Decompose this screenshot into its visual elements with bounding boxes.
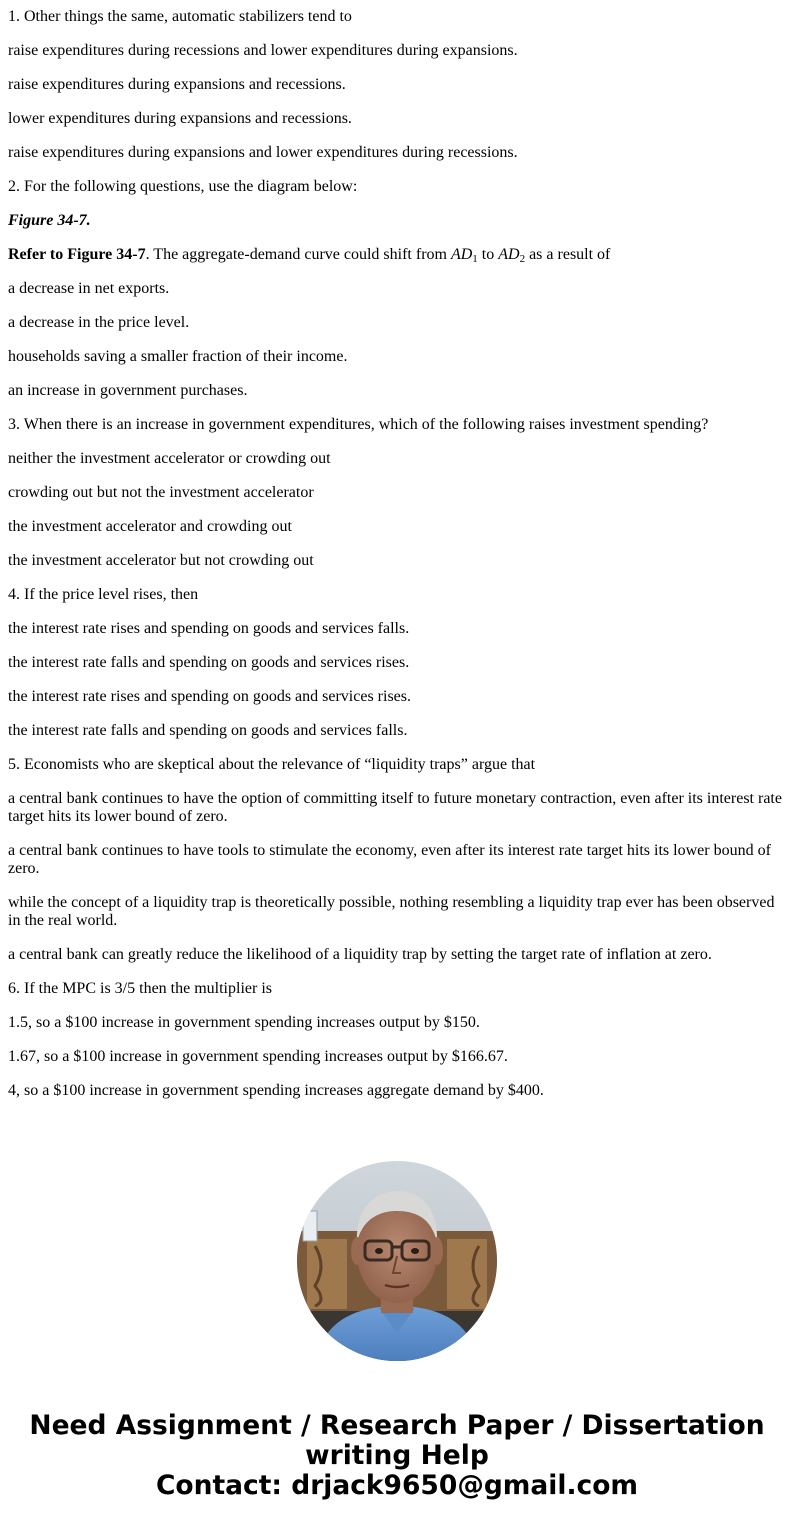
- refer-ad-2: AD: [498, 246, 520, 263]
- refer-ad-1: AD: [450, 246, 473, 263]
- help-line-2: writing Help: [305, 1440, 489, 1471]
- refer-to: to: [477, 246, 499, 263]
- avatar-photo: [297, 1161, 497, 1361]
- question-6-option-b: 1.67, so a $100 increase in government spending increases output by $166.67.: [8, 1048, 508, 1065]
- question-1-option-d: raise expenditures during expansions and lower expenditures during recessions.: [8, 144, 518, 161]
- refer-sub-1: 1: [472, 253, 478, 265]
- question-2-refer: [8, 246, 786, 264]
- refer-sub-2: 2: [519, 253, 526, 265]
- question-4-option-c: the interest rate rises and spending on goods and services rises.: [8, 688, 412, 705]
- question-6-option-c: 4, so a $100 increase in government spending increases aggregate demand by $400.: [8, 1082, 544, 1099]
- question-4-option-d: the interest rate falls and spending on goods and services falls.: [8, 722, 408, 739]
- question-2-option-a: a decrease in net exports.: [8, 280, 170, 297]
- question-5-option-d: a central bank can greatly reduce the likelihood of a liquidity trap by setting the target rate of inflation at zero.: [8, 946, 712, 963]
- question-6-option-a: 1.5, so a $100 increase in government spending increases output by $150.: [8, 1014, 480, 1031]
- help-contact-line: Contact: drjack9650@gmail.com: [155, 1470, 639, 1501]
- question-2-stem: 2. For the following questions, use the diagram below:: [8, 178, 358, 195]
- question-6-stem: 6. If the MPC is 3/5 then the multiplier is: [8, 980, 272, 997]
- refer-text-1: . The aggregate-demand curve could shift from: [145, 246, 451, 263]
- question-5-stem: 5. Economists who are skeptical about the relevance of “liquidity traps” argue that: [8, 756, 536, 773]
- question-3-option-a: neither the investment accelerator or crowding out: [8, 450, 331, 467]
- assignment-help-banner: [0, 1411, 794, 1501]
- question-4-option-a: the interest rate rises and spending on goods and services falls.: [8, 620, 410, 637]
- question-3-option-b: crowding out but not the investment accelerator: [8, 484, 314, 501]
- question-3-option-c: the investment accelerator and crowding out: [8, 518, 292, 535]
- refer-text-2: as a result of: [525, 246, 611, 263]
- avatar: [297, 1161, 497, 1361]
- question-2-option-b: a decrease in the price level.: [8, 314, 190, 331]
- question-3-stem: 3. When there is an increase in government expenditures, which of the following raises investment spending?: [8, 416, 709, 433]
- question-5-option-a: a central bank continues to have the option of committing itself to future monetary contraction, even after its interest rate target hits its lower bound of zero.: [8, 790, 782, 825]
- question-4-stem: 4. If the price level rises, then: [8, 586, 199, 603]
- question-1-option-c: lower expenditures during expansions and recessions.: [8, 110, 352, 127]
- question-5-option-b: a central bank continues to have tools to stimulate the economy, even after its interest rate target hits its lower bound of zero.: [8, 842, 771, 877]
- question-5-option-c: while the concept of a liquidity trap is theoretically possible, nothing resembling a liquidity trap ever has been observed in the real world.: [8, 894, 775, 929]
- help-line-1: Need Assignment / Research Paper / Dissertation: [29, 1410, 765, 1441]
- question-document: [0, 8, 794, 1100]
- question-2-option-d: an increase in government purchases.: [8, 382, 248, 399]
- question-1-option-b: raise expenditures during expansions and recessions.: [8, 76, 346, 93]
- question-2-option-c: households saving a smaller fraction of their income.: [8, 348, 348, 365]
- figure-title: Figure 34-7.: [8, 212, 91, 229]
- question-1-stem: 1. Other things the same, automatic stabilizers tend to: [8, 8, 352, 25]
- question-1-option-a: raise expenditures during recessions and lower expenditures during expansions.: [8, 42, 518, 59]
- question-4-option-b: the interest rate falls and spending on goods and services rises.: [8, 654, 410, 671]
- question-3-option-d: the investment accelerator but not crowding out: [8, 552, 314, 569]
- refer-figure-label: Refer to Figure 34-7: [8, 246, 146, 263]
